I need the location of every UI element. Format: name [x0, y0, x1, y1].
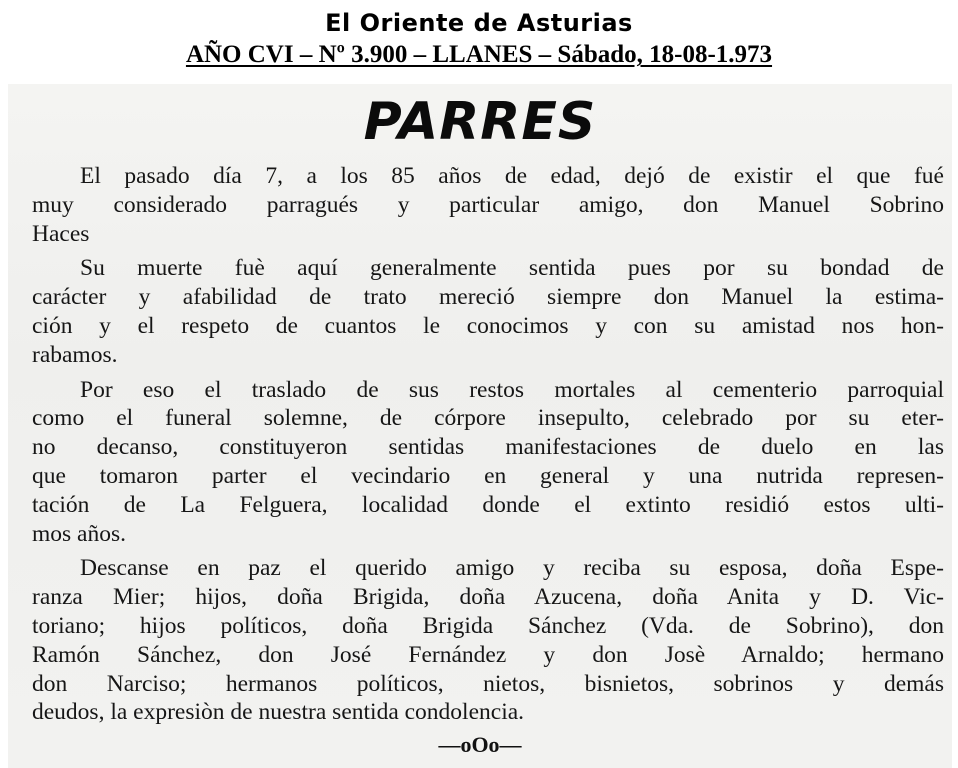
article-body — [32, 162, 944, 733]
article-line: no decanso, constituyeron sentidas manifestaciones de duelo en las — [32, 434, 944, 461]
article-line: como el funeral solemne, de córpore insepulto, celebrado por su eter- — [32, 405, 944, 432]
article-paragraph — [32, 254, 944, 369]
article-line: rabamos. — [32, 341, 118, 368]
article-line: que tomaron parter el vecindario en general y una nutrida represen- — [32, 462, 944, 489]
section-title: PARRES — [363, 92, 597, 152]
article-line: El pasado día 7, a los 85 años de edad, dejó de existir el que fué — [80, 163, 944, 189]
article-line: tación de La Felguera, localidad donde el extinto residió estos ulti- — [32, 491, 944, 518]
closing-ornament: —oOo— — [438, 732, 522, 757]
article-line: deudos, la expresiòn de nuestra sentida condolencia. — [32, 699, 525, 726]
article-line: ción y el respeto de cuantos le conocimos y con su amistad nos hon- — [32, 312, 944, 339]
newspaper-clipping — [8, 84, 952, 768]
article-line: Descanse en paz el querido amigo y reciba su esposa, doña Espe- — [80, 555, 944, 582]
article-line: mos años. — [32, 520, 126, 547]
newspaper-name: El Oriente de Asturias — [325, 9, 633, 37]
issue-date-line: AÑO CVI – Nº 3.900 – LLANES – Sábado, 18-08-1.973 — [185, 41, 773, 68]
article-line: carácter y afabilidad de trato mereció siempre don Manuel la estima- — [32, 284, 944, 311]
article-paragraph — [32, 162, 944, 248]
article-line: ranza Mier; hijos, doña Brigida, doña Azucena, doña Anita y D. Vic- — [32, 584, 944, 611]
article-line: Por eso el traslado de sus restos mortales al cementerio parroquial — [80, 376, 944, 403]
article-line: don Narciso; hermanos políticos, nietos, bisnietos, sobrinos y demás — [32, 670, 944, 697]
article-paragraph — [32, 554, 944, 727]
article-line: Su muerte fuè aquí generalmente sentida pues por su bondad de — [80, 255, 944, 282]
article-line: muy considerado parragués y particular amigo, don Manuel Sobrino — [32, 191, 944, 218]
article-line: toriano; hijos políticos, doña Brigida Sánchez (Vda. de Sobrino), don — [32, 612, 944, 639]
article-paragraph — [32, 376, 944, 549]
masthead — [0, 6, 958, 70]
article-line: Ramón Sánchez, don José Fernández y don Josè Arnaldo; hermano — [32, 641, 944, 668]
article-line: Haces — [32, 220, 90, 247]
